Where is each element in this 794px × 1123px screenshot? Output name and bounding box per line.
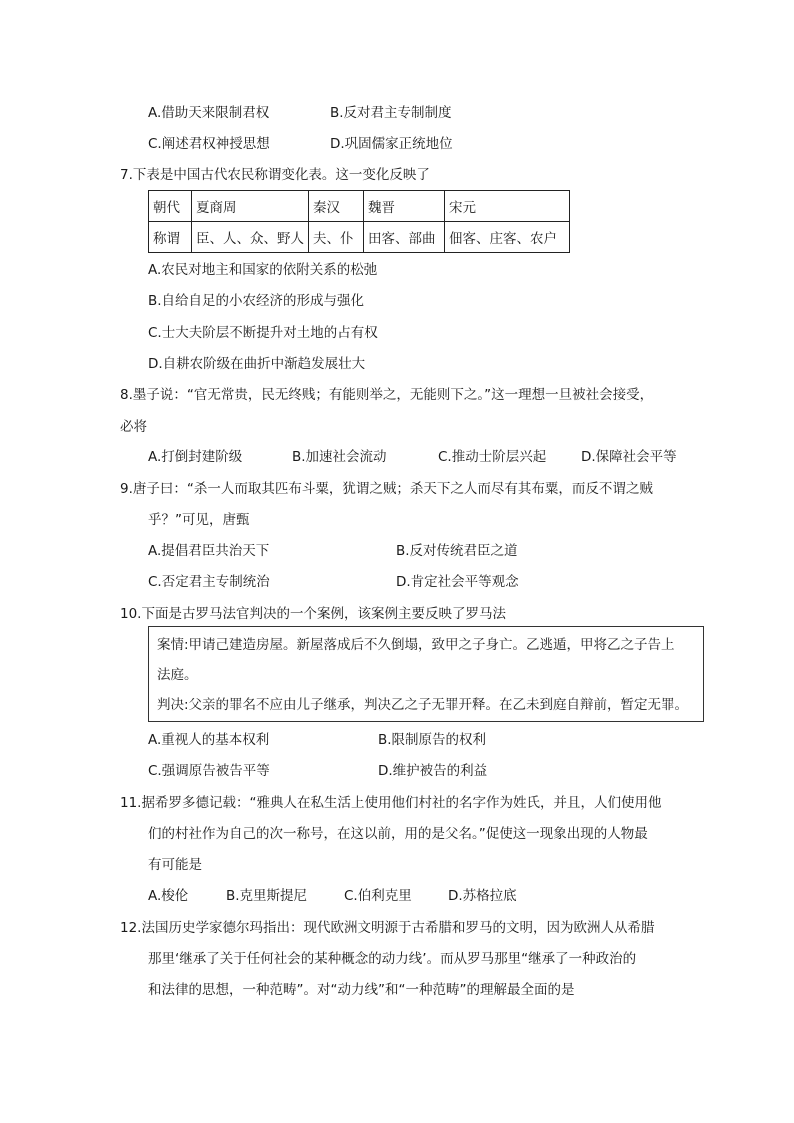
q11-option-b: B.克里斯提尼 [226,888,308,904]
q7-option-a: A.农民对地主和国家的依附关系的松弛 [148,262,378,278]
q11-option-d: D.苏格拉底 [448,888,517,904]
q12-stem-line1: 12.法国历史学家德尔玛指出：现代欧洲文明源于古希腊和罗马的文明，因为欧洲人从希腊 [120,920,655,936]
table-cell: 夫、仆 [309,222,364,253]
q11-option-a: A.梭伦 [148,888,189,904]
table-header-cell: 夏商周 [192,191,309,222]
q9-option-b: B.反对传统君臣之道 [396,543,518,559]
q11-stem-line2: 们的村社作为自己的次一称号，在这以前，用的是父名。”促使这一现象出现的人物最 [148,826,648,842]
table-cell: 称谓 [149,222,192,253]
q12-stem-line2: 那里‘继承了关于任何社会的某种概念的动力线’。而从罗马那里“继承了一种政治的 [148,951,637,967]
q6-option-c: C.阐述君权神授思想 [148,136,270,152]
q12-stem-line3: 和法律的思想，一种范畴”。对“动力线”和“一种范畴”的理解最全面的是 [148,982,575,998]
table-cell: 臣、人、众、野人 [192,222,309,253]
q9-stem-line2: 乎？”可见，唐甄 [148,512,250,528]
q8-stem-line2: 必将 [120,419,147,435]
table-header-cell: 魏晋 [364,191,445,222]
q11-stem-line3: 有可能是 [148,857,202,873]
q10-option-b: B.限制原告的权利 [378,732,487,748]
q7-table [148,190,570,253]
q7-option-c: C.士大夫阶层不断提升对土地的占有权 [148,325,378,341]
q8-option-a: A.打倒封建阶级 [148,449,243,465]
q10-case-text-line2: 法庭。 [157,667,198,683]
q8-option-b: B.加速社会流动 [292,449,387,465]
q6-option-b: B.反对君主专制制度 [330,105,452,121]
table-cell: 佃客、庄客、农户 [445,222,570,253]
q10-verdict-text: 判决:父亲的罪名不应由儿子继承，判决乙之子无罪开释。在乙未到庭自辩前，暂定无罪。 [157,697,689,713]
q7-stem: 7.下表是中国古代农民称谓变化表。这一变化反映了 [120,167,430,183]
q10-option-c: C.强调原告被告平等 [148,763,270,779]
q8-stem-line1: 8.墨子说：“官无常贵，民无终贱；有能则举之，无能则下之。”这一理想一旦被社会接受， [120,387,654,403]
q6-option-d: D.巩固儒家正统地位 [330,136,453,152]
q9-option-a: A.提倡君臣共治天下 [148,543,270,559]
table-row [149,222,570,253]
table-cell: 田客、部曲 [364,222,445,253]
table-header-cell: 朝代 [149,191,192,222]
q9-option-c: C.否定君主专制统治 [148,574,270,590]
q11-option-c: C.伯利克里 [344,888,412,904]
q7-option-d: D.自耕农阶级在曲折中渐趋发展壮大 [148,356,366,372]
q10-case-box [148,626,704,722]
q10-case-text-line1: 案情:甲请己建造房屋。新屋落成后不久倒塌，致甲之子身亡。乙逃遁，甲将乙之子告上 [157,637,675,653]
q9-option-d: D.肯定社会平等观念 [396,574,519,590]
q11-stem-line1: 11.据希罗多德记载：“雅典人在私生活上使用他们村社的名字作为姓氏，并且，人们使用他 [120,795,662,811]
q9-stem-line1: 9.唐子曰：“杀一人而取其匹布斗粟，犹谓之贼；杀天下之人而尽有其布粟，而反不谓之贼 [120,481,653,497]
q10-stem: 10.下面是古罗马法官判决的一个案例，该案例主要反映了罗马法 [120,606,506,622]
q10-option-d: D.维护被告的利益 [378,763,488,779]
table-header-cell: 宋元 [445,191,570,222]
q6-option-a: A.借助天来限制君权 [148,105,270,121]
table-header-cell: 秦汉 [309,191,364,222]
q10-option-a: A.重视人的基本权利 [148,732,270,748]
q8-option-c: C.推动士阶层兴起 [438,449,547,465]
table-row [149,191,570,222]
q8-option-d: D.保障社会平等 [581,449,677,465]
q7-option-b: B.自给自足的小农经济的形成与强化 [148,293,365,309]
